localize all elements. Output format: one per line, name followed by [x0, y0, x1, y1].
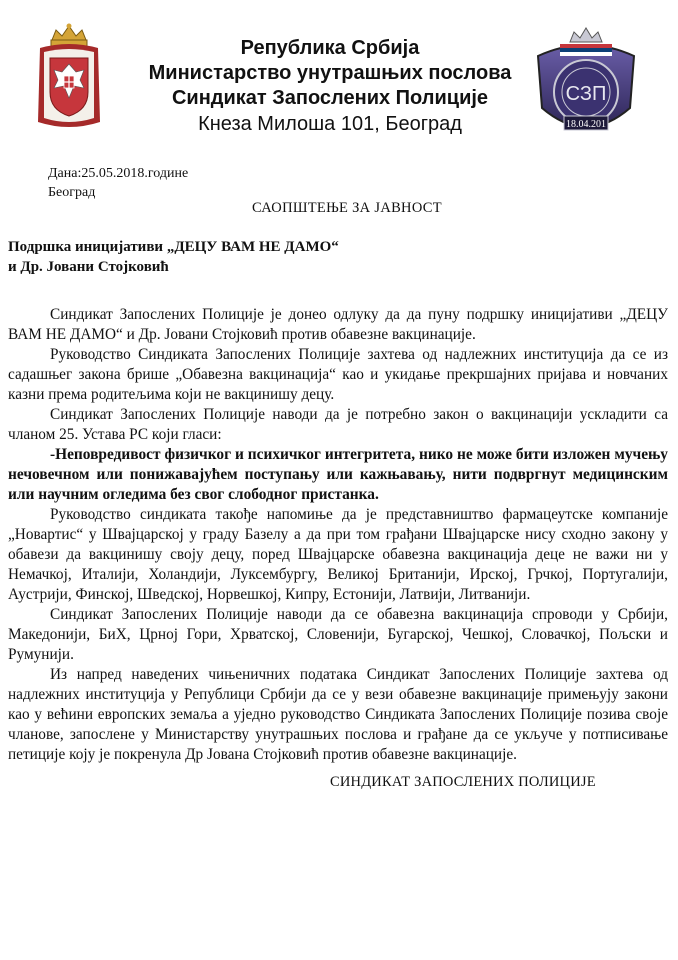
- badge-initials: СЗП: [565, 83, 607, 105]
- paragraph-constitution: Синдикат Запослених Полиције наводи да је потребно закон о вакцинацији ускладити са чланом 25. Устава РС који гласи:: [8, 406, 668, 443]
- header-line-union: Синдикат Запослених Полиције: [171, 87, 489, 109]
- paragraph-conclusion: Из напред наведених чињеничних података Синдикат Запослених Полиције захтева од надлежних институција у Републици Србији да се у вези обавезне вакцинације примењују закони као у већини европских земаља а уједно руководство Синдиката Запослених Полиције позива своје чланове, запослене у Министарству унутрашњих послова и грађане да се укључе у потписивање петиције коју је покренула Др Јована Стојковић против обавезне вакцинације.: [8, 666, 668, 763]
- letterhead: [140, 36, 520, 137]
- police-union-badge-icon: [530, 22, 642, 148]
- document-city: Београд: [48, 185, 96, 200]
- subject-heading: [8, 237, 339, 277]
- header-address: Кнеза Милоша 101, Београд: [198, 113, 462, 135]
- paragraph-novartis: Руководство синдиката такође напомиње да је представништво фармацеутске компаније „Новартис“ у Швајцарској у граду Базелу а да при том грађани Швајцарске нису сходно закону у обавези да вакцинишу своју децу, поред Швајцарске обавезна вакцинација деце не важи ни у Немачкој, Италији, Холандији, Луксембургу, Великој Британији, Ирској, Грчкој, Португалији, Аустрији, Финској, Шведској, Норвешкој, Кипру, Естонији, Латвији, Литванији.: [8, 506, 668, 603]
- paragraph-support: Синдикат Запослених Полиције је донео одлуку да да пуну подршку иницијативи „ДЕЦУ ВАМ НЕ ДАМО“ и Др. Јовани Стојковић против обавезне вакцинације.: [8, 306, 668, 343]
- subject-line-1: Подршка иницијативи „ДЕЦУ ВАМ НЕ ДАМО“: [8, 239, 339, 255]
- serbia-coat-of-arms-icon: [34, 22, 104, 132]
- document-date: Дана:25.05.2018.године: [48, 166, 189, 181]
- subject-line-2: и Др. Јовани Стојковић: [8, 259, 169, 275]
- paragraph-countries: Синдикат Запослених Полиције наводи да се обавезна вакцинација спроводи у Србији, Македонији, БиХ, Црној Гори, Хрватској, Словенији, Бугарској, Чешкој, Словачкој, Пољски и Румунији.: [8, 606, 668, 663]
- signature: СИНДИКАТ ЗАПОСЛЕНИХ ПОЛИЦИЈЕ: [330, 774, 596, 790]
- header-line-ministry: Министарство унутрашњих послова: [148, 62, 512, 84]
- header-line-republic: Република Србија: [240, 37, 420, 59]
- paragraph-demand: Руководство Синдиката Запослених Полиције захтева од надлежних институција да се из садашњег закона брише „Обавезна вакцинација“ као и укидање прекршајних пријава и новчаних казни према родитељима који не вакцинишу децу.: [8, 346, 668, 403]
- badge-date: 18.04.201: [566, 119, 606, 130]
- document-meta: [48, 164, 188, 202]
- statement-body: [8, 305, 668, 765]
- statement-title: САОПШТЕЊЕ ЗА ЈАВНОСТ: [252, 200, 442, 216]
- paragraph-constitution-quote: -Неповредивост физичког и психичког интегритета, нико не може бити изложен мучењу нечовечном или понижавајућем поступању или кажњавању, нити подвргнут медицинским или научним огледима без свог слободног пристанка.: [8, 446, 668, 503]
